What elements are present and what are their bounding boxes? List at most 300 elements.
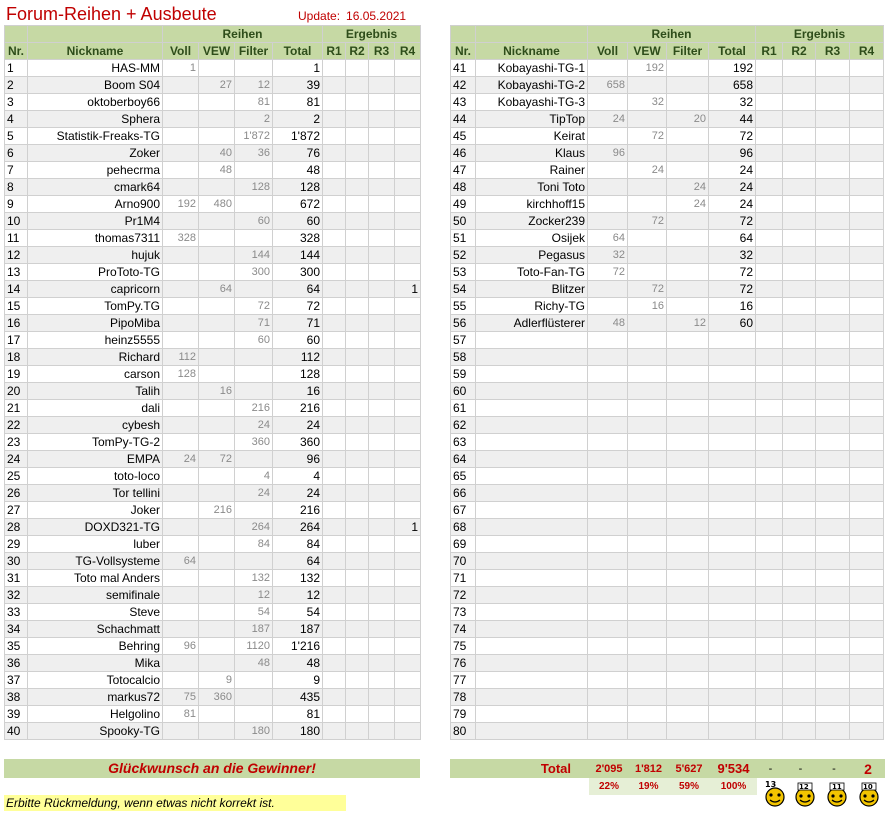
r3-cell [816,723,850,740]
header-voll: Voll [163,43,199,60]
r1-cell [323,162,346,179]
table-row [451,604,884,621]
r2-cell [346,689,369,706]
filter-cell [667,587,709,604]
r1-cell [756,587,783,604]
r1-cell [323,145,346,162]
nickname-cell [476,604,588,621]
header-spacer [28,26,163,43]
r1-cell [756,621,783,638]
table-row [5,723,421,740]
r2-cell [346,77,369,94]
filter-cell [667,162,709,179]
voll-cell [163,604,199,621]
vew-cell: 40 [199,145,235,162]
total-cell [709,672,756,689]
r3-cell [369,247,395,264]
r3-cell [816,434,850,451]
table-row [451,706,884,723]
table-row [451,451,884,468]
r2-cell [783,247,816,264]
nickname-cell: Talih [28,383,163,400]
nickname-cell: markus72 [28,689,163,706]
voll-cell [163,485,199,502]
total-cell [709,553,756,570]
r4-cell [850,536,884,553]
row-nr: 20 [5,383,28,400]
vew-cell: 32 [628,94,667,111]
voll-cell: 72 [588,264,628,281]
table-row [5,230,421,247]
r4-cell [395,298,421,315]
filter-cell [667,417,709,434]
r3-cell [369,94,395,111]
row-nr: 29 [5,536,28,553]
r1-cell [756,145,783,162]
table-row [451,128,884,145]
r4-cell [850,60,884,77]
r1-cell [756,553,783,570]
r2-cell [346,587,369,604]
r3-cell [369,145,395,162]
header-nickname: Nickname [476,43,588,60]
total-cell: 81 [273,706,323,723]
filter-cell: 72 [235,298,273,315]
r3-cell [816,213,850,230]
filter-cell: 2 [235,111,273,128]
table-row [451,94,884,111]
header-r1: R1 [323,43,346,60]
row-nr: 4 [5,111,28,128]
voll-cell [163,315,199,332]
r3-cell [816,621,850,638]
nickname-cell [476,468,588,485]
table-spacer-row [5,740,421,755]
r1-cell [323,502,346,519]
voll-cell [163,723,199,740]
filter-cell [667,213,709,230]
nickname-cell [476,519,588,536]
table-row [451,485,884,502]
r2-cell [346,672,369,689]
r2-cell [346,553,369,570]
filter-cell [235,689,273,706]
nickname-cell [476,502,588,519]
r3-cell [369,706,395,723]
total-cell: 72 [709,213,756,230]
header-ergebnis: Ergebnis [323,26,421,43]
voll-cell [163,468,199,485]
voll-cell [588,723,628,740]
total-cell [709,451,756,468]
r1-cell [756,60,783,77]
voll-cell [588,196,628,213]
r4-cell [850,145,884,162]
nickname-cell: Osijek [476,230,588,247]
filter-cell [667,60,709,77]
nickname-cell: capricorn [28,281,163,298]
nickname-cell: toto-loco [28,468,163,485]
filter-cell [667,332,709,349]
r1-cell [323,655,346,672]
filter-cell [235,60,273,77]
vew-cell [199,417,235,434]
r4-cell [850,264,884,281]
filter-cell [667,536,709,553]
r1-cell [756,264,783,281]
total-cell: 658 [709,77,756,94]
r1-cell [756,655,783,672]
r4-cell [395,434,421,451]
total-cell [709,536,756,553]
row-nr: 1 [5,60,28,77]
filter-cell [667,247,709,264]
total-cell: 72 [709,264,756,281]
table-row [5,502,421,519]
total-cell: 76 [273,145,323,162]
total-cell [709,638,756,655]
voll-cell [163,94,199,111]
vew-cell [628,451,667,468]
r1-cell [756,502,783,519]
nickname-cell: Blitzer [476,281,588,298]
r3-cell [816,655,850,672]
table-row [5,77,421,94]
row-nr: 60 [451,383,476,400]
row-nr: 12 [5,247,28,264]
filter-cell: 1'872 [235,128,273,145]
r4-cell [395,536,421,553]
r2-cell [346,349,369,366]
row-nr: 19 [5,366,28,383]
r3-cell [816,128,850,145]
header-r2: R2 [346,43,369,60]
table-row [5,638,421,655]
r1-cell [756,604,783,621]
r2-cell [346,621,369,638]
r3-cell [369,536,395,553]
voll-cell: 75 [163,689,199,706]
nickname-cell: TG-Vollsysteme [28,553,163,570]
r4-cell [850,162,884,179]
vew-cell [628,468,667,485]
vew-cell [199,230,235,247]
r4-cell [395,128,421,145]
nickname-cell: dali [28,400,163,417]
r2-cell [783,145,816,162]
table-row [451,400,884,417]
r2-cell [346,94,369,111]
voll-cell [588,332,628,349]
table-row [451,434,884,451]
voll-cell [163,383,199,400]
vew-cell [199,536,235,553]
vew-cell: 72 [628,213,667,230]
r2-cell [346,298,369,315]
r4-cell [850,451,884,468]
r1-cell [756,451,783,468]
r4-cell [395,621,421,638]
medal-10-icon [860,783,878,806]
nickname-cell [476,434,588,451]
r4-cell [395,723,421,740]
header-vew: VEW [199,43,235,60]
filter-cell [667,519,709,536]
filter-cell [667,689,709,706]
vew-cell [628,417,667,434]
r3-cell [816,502,850,519]
row-nr: 28 [5,519,28,536]
table-row [451,468,884,485]
total-cell: 48 [273,162,323,179]
row-nr: 38 [5,689,28,706]
r3-cell [369,60,395,77]
voll-cell [163,264,199,281]
r3-cell [816,196,850,213]
r1-cell [756,570,783,587]
r2-cell [346,332,369,349]
row-nr: 70 [451,553,476,570]
header-r3: R3 [369,43,395,60]
table-row [5,94,421,111]
r2-cell [346,706,369,723]
voll-cell [588,298,628,315]
r2-cell [346,145,369,162]
table-row [451,213,884,230]
total-cell [709,604,756,621]
row-nr: 25 [5,468,28,485]
voll-cell [163,128,199,145]
voll-cell [163,111,199,128]
voll-cell [163,519,199,536]
row-nr: 49 [451,196,476,213]
r1-cell [323,485,346,502]
nickname-cell [476,485,588,502]
vew-cell [199,587,235,604]
vew-cell [628,587,667,604]
r2-cell [783,281,816,298]
r3-cell [369,111,395,128]
total-cell: 328 [273,230,323,247]
voll-cell [588,179,628,196]
row-nr: 5 [5,128,28,145]
voll-cell [588,451,628,468]
nickname-cell [476,400,588,417]
voll-cell [163,247,199,264]
table-row [451,519,884,536]
vew-cell: 360 [199,689,235,706]
winner-medals [760,779,886,811]
r3-cell [816,417,850,434]
vew-cell: 9 [199,672,235,689]
total-cell: 672 [273,196,323,213]
total-cell: 96 [273,451,323,468]
r3-cell [369,672,395,689]
voll-cell [588,281,628,298]
r2-cell [346,264,369,281]
total-r4: 2 [851,759,885,778]
filter-cell [667,570,709,587]
r1-cell [323,60,346,77]
vew-cell [628,638,667,655]
total-cell [709,655,756,672]
r1-cell [756,111,783,128]
nickname-cell: Richard [28,349,163,366]
voll-cell [163,417,199,434]
table-row [451,638,884,655]
row-nr: 64 [451,451,476,468]
r3-cell [816,145,850,162]
row-nr: 18 [5,349,28,366]
vew-cell: 72 [199,451,235,468]
table-row [451,162,884,179]
filter-cell [235,366,273,383]
header-ergebnis: Ergebnis [756,26,884,43]
table-row [5,349,421,366]
total-cell: 48 [273,655,323,672]
nickname-cell [476,366,588,383]
r1-cell [756,315,783,332]
row-nr: 78 [451,689,476,706]
r4-cell [395,60,421,77]
vew-cell: 72 [628,281,667,298]
total-cell: 144 [273,247,323,264]
update-date: 16.05.2021 [346,9,407,23]
total-r1: - [757,759,784,778]
r1-cell [756,706,783,723]
table-row [5,519,421,536]
vew-cell [628,604,667,621]
nickname-cell: Richy-TG [476,298,588,315]
table-row [5,400,421,417]
r1-cell [756,162,783,179]
r2-cell [783,672,816,689]
vew-cell [199,621,235,638]
total-cell: 300 [273,264,323,281]
r2-cell [783,366,816,383]
r3-cell [369,349,395,366]
r3-cell [816,60,850,77]
total-cell: 264 [273,519,323,536]
header-r1: R1 [756,43,783,60]
r1-cell [756,638,783,655]
total-cell [709,706,756,723]
r2-cell [783,332,816,349]
table-row [451,145,884,162]
r2-cell [783,128,816,145]
total-cell: 187 [273,621,323,638]
r4-cell [850,502,884,519]
row-nr: 66 [451,485,476,502]
page-title: Forum-Reihen + Ausbeute [6,4,217,24]
r2-cell [783,655,816,672]
r2-cell [346,468,369,485]
r2-cell [346,638,369,655]
r1-cell [323,111,346,128]
header-r4: R4 [395,43,421,60]
row-nr: 35 [5,638,28,655]
row-nr: 77 [451,672,476,689]
total-cell [709,366,756,383]
r1-cell [756,689,783,706]
r2-cell [783,451,816,468]
table-row [5,706,421,723]
medal-11-icon [828,783,846,806]
row-nr: 51 [451,230,476,247]
row-nr: 67 [451,502,476,519]
voll-cell: 48 [588,315,628,332]
vew-cell [628,519,667,536]
table-row [451,281,884,298]
voll-cell [588,604,628,621]
row-nr: 62 [451,417,476,434]
filter-cell [667,145,709,162]
filter-cell: 24 [235,485,273,502]
r3-cell [816,451,850,468]
r2-cell [783,349,816,366]
total-cell: 216 [273,502,323,519]
nickname-cell: PipoMiba [28,315,163,332]
header-filter: Filter [235,43,273,60]
percent-filter: 59% [668,778,710,795]
table-row [451,332,884,349]
filter-cell: 84 [235,536,273,553]
voll-cell: 328 [163,230,199,247]
table-row [5,604,421,621]
r3-cell [816,111,850,128]
filter-cell [235,196,273,213]
voll-cell [163,179,199,196]
voll-cell [163,502,199,519]
r3-cell [369,451,395,468]
r1-cell [756,281,783,298]
voll-cell [588,162,628,179]
vew-cell [628,570,667,587]
vew-cell [628,196,667,213]
filter-cell [235,706,273,723]
voll-cell [163,145,199,162]
row-nr: 13 [5,264,28,281]
voll-cell: 24 [588,111,628,128]
total-cell [709,689,756,706]
filter-cell: 24 [667,196,709,213]
table-row [451,298,884,315]
r3-cell [816,230,850,247]
r1-cell [756,77,783,94]
total-cell: 16 [273,383,323,400]
r3-cell [369,621,395,638]
r1-cell [323,366,346,383]
vew-cell [199,553,235,570]
row-nr: 21 [5,400,28,417]
total-cell: 32 [709,247,756,264]
r4-cell [850,723,884,740]
vew-cell: 480 [199,196,235,213]
vew-cell [199,213,235,230]
filter-cell [235,349,273,366]
table-row [5,417,421,434]
r2-cell [783,213,816,230]
voll-cell [588,128,628,145]
nickname-cell [476,536,588,553]
filter-cell: 60 [235,332,273,349]
r1-cell [756,298,783,315]
total-cell: 81 [273,94,323,111]
r3-cell [816,94,850,111]
vew-cell: 72 [628,128,667,145]
r2-cell [783,587,816,604]
total-cell [709,434,756,451]
